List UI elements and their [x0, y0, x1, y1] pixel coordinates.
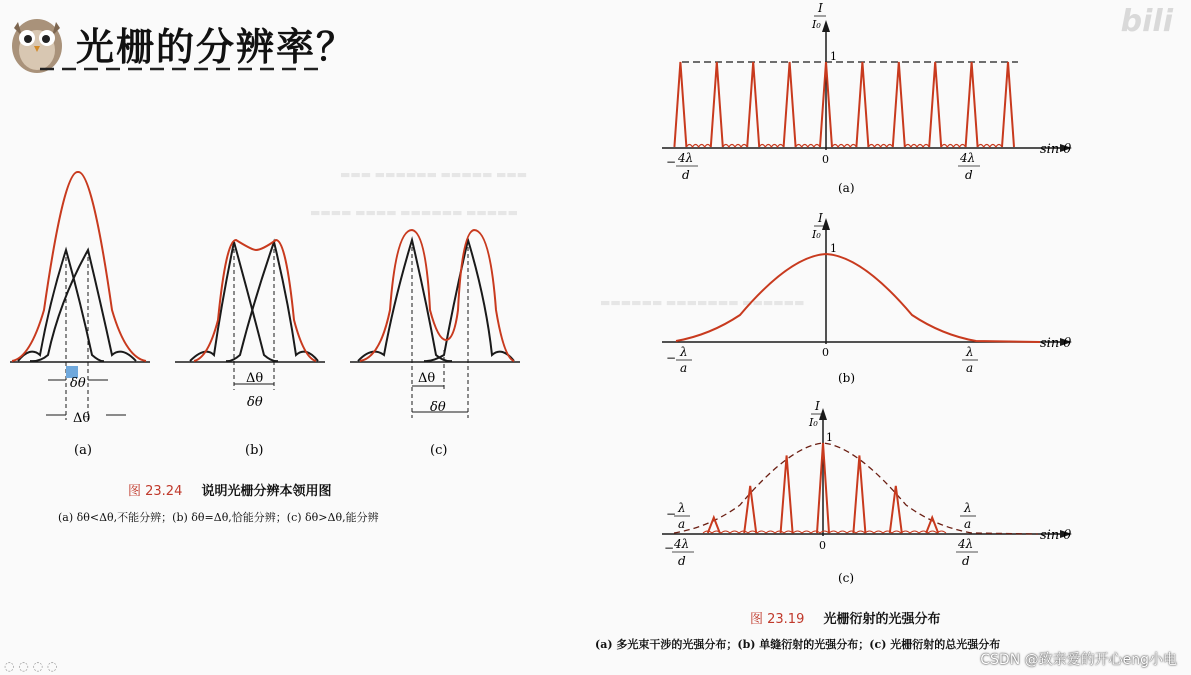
- small-angle-label-b: δθ: [247, 395, 263, 410]
- curve-right: [30, 250, 136, 361]
- left-figure-caption: [128, 480, 331, 499]
- right-figure-caption: [750, 608, 940, 627]
- csdn-watermark: CSDN @致亲爱的开心eng小电: [980, 652, 1177, 668]
- one-label: 1: [826, 431, 833, 444]
- secondary-maxima: [868, 145, 892, 148]
- big-angle-label-c: Δθ: [418, 371, 436, 386]
- interference-peak: [784, 62, 796, 147]
- tick-left-num: λ: [678, 501, 686, 515]
- zero-label: 0: [819, 539, 826, 552]
- grating-peak: [890, 486, 902, 533]
- single-slit-curve: [676, 254, 1040, 342]
- big-angle-label-b: Δθ: [246, 371, 264, 386]
- small-angle-label-a: δθ: [70, 376, 86, 391]
- tick-right-num: 4λ: [960, 151, 976, 165]
- tick-right-num: λ: [964, 501, 972, 515]
- y-label-den: I₀: [812, 228, 821, 241]
- tick-right-den: a: [964, 517, 972, 531]
- interference-peak: [893, 62, 905, 147]
- tick-left-den: a: [678, 517, 686, 531]
- bilibili-logo: bili: [1120, 4, 1173, 39]
- big-angle-label-a: Δθ: [73, 411, 91, 426]
- x-axis-label: sin θ: [1040, 528, 1072, 543]
- grating-peak: [708, 518, 720, 533]
- grating-peak: [781, 455, 793, 533]
- secondary-maxima: [759, 145, 783, 148]
- slide-title: 光栅的分辨率？: [76, 25, 357, 69]
- interference-peak: [966, 62, 978, 147]
- secondary-maxima: [723, 145, 747, 148]
- interference-peak: [711, 62, 723, 147]
- grating-peak: [744, 486, 756, 533]
- secondary-maxima: [796, 145, 820, 148]
- interference-peak: [929, 62, 941, 147]
- one-label: 1: [830, 242, 837, 255]
- right-figure-description: (a) 多光束干涉的光强分布；(b) 单缝衍射的光强分布；(c) 光栅衍射的总光强分布: [595, 638, 1001, 651]
- tick-sign: −: [666, 351, 677, 365]
- small-angle-label-c: δθ: [430, 400, 446, 415]
- panel-c: [350, 230, 520, 458]
- background-text: ▬▬▬ ▬▬▬▬▬▬ ▬▬▬▬▬ ▬▬▬: [340, 168, 528, 181]
- tick-left-den: a: [680, 361, 688, 375]
- tick-sign: −: [666, 507, 677, 521]
- tick-sign: −: [666, 155, 677, 169]
- y-label-num: I: [818, 211, 823, 225]
- panel-label-b: (b): [838, 371, 856, 385]
- tick-right-den: d: [965, 168, 973, 182]
- panel-c-grating-total: [662, 399, 1072, 585]
- tick-right-den: a: [966, 361, 974, 375]
- tick-sign: −: [664, 541, 675, 555]
- interference-peak: [1002, 62, 1014, 147]
- background-text: ▬▬▬▬ ▬▬▬▬ ▬▬▬▬▬▬ ▬▬▬▬▬: [310, 206, 518, 219]
- curve-right: [424, 240, 514, 361]
- panel-b: [175, 240, 325, 458]
- y-label-num: I: [815, 399, 820, 413]
- y-label-num: I: [818, 1, 823, 15]
- right-figure-title: 光栅衍射的光强分布: [823, 612, 941, 627]
- tick-right2-num: 4λ: [958, 537, 974, 551]
- tick-left-num: λ: [680, 345, 688, 359]
- tick-left-num: 4λ: [678, 151, 694, 165]
- resolution-figure: [0, 150, 560, 470]
- panel-label-a: (a): [838, 181, 855, 195]
- secondary-maxima: [941, 145, 965, 148]
- secondary-maxima: [905, 145, 929, 148]
- title-underline: [40, 64, 330, 74]
- secondary-maxima: [703, 531, 946, 533]
- zero-label: 0: [822, 346, 829, 359]
- tick-left2-num: 4λ: [674, 537, 690, 551]
- panel-label-c: (c): [430, 443, 448, 458]
- panel-label-b: (b): [245, 443, 264, 458]
- interference-peak: [747, 62, 759, 147]
- panel-a: [10, 172, 150, 458]
- y-label-den: I₀: [809, 416, 818, 429]
- zero-label: 0: [822, 153, 829, 166]
- secondary-maxima: [686, 145, 710, 148]
- background-text: ▬▬▬▬▬▬ ▬▬▬▬▬▬▬ ▬▬▬▬▬▬: [600, 296, 805, 309]
- one-label: 1: [830, 50, 837, 63]
- grating-peak: [853, 455, 865, 533]
- panel-b-single-slit: [662, 211, 1072, 385]
- interference-peak: [674, 62, 686, 147]
- interference-peak: [856, 62, 868, 147]
- panel-a-multibeam: [662, 1, 1072, 195]
- tick-left2-den: d: [678, 554, 686, 568]
- curve-left: [358, 240, 452, 361]
- panel-label-a: (a): [74, 443, 92, 458]
- left-figure-number: 图 23.24: [128, 484, 183, 499]
- left-figure-title: 说明光栅分辨本领用图: [201, 484, 332, 499]
- secondary-maxima: [832, 145, 856, 148]
- right-figure-number: 图 23.19: [750, 612, 805, 627]
- tick-right-num: λ: [966, 345, 974, 359]
- secondary-maxima: [978, 145, 1002, 148]
- tick-right2-den: d: [962, 554, 970, 568]
- intensity-figure: [640, 0, 1110, 600]
- x-axis-label: sin θ: [1040, 336, 1072, 351]
- panel-label-c: (c): [838, 571, 855, 585]
- tick-left-den: d: [682, 168, 690, 182]
- y-label-den: I₀: [812, 18, 821, 31]
- left-figure-description: (a) δθ<Δθ,不能分辨；(b) δθ=Δθ,恰能分辨；(c) δθ>Δθ,能分辨: [58, 511, 379, 524]
- x-axis-label: sin θ: [1040, 142, 1072, 157]
- player-controls-icon[interactable]: ◌ ◌ ◌ ◌: [4, 659, 58, 673]
